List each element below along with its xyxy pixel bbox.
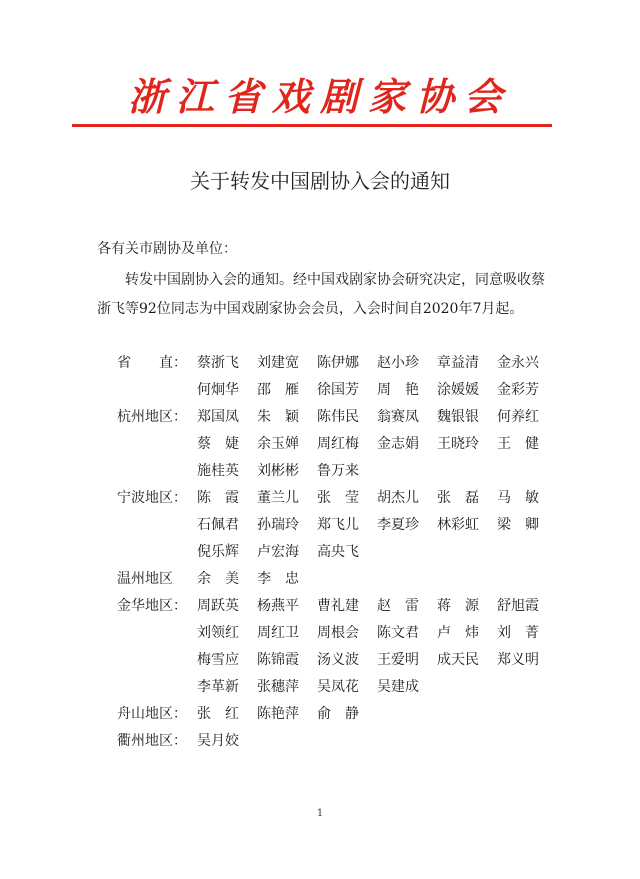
member-name: [437, 566, 497, 593]
region-label: 舟山地区：: [117, 706, 187, 722]
member-name: 徐国芳: [317, 382, 359, 398]
member-name: 张 磊: [437, 490, 479, 506]
member-name: 金永兴: [497, 355, 539, 371]
salutation: 各有关市剧协及单位：: [97, 241, 237, 257]
member-name: 周跃英: [197, 598, 239, 614]
region-label-spacer: [117, 647, 197, 674]
region-label-spacer: [117, 620, 197, 647]
region-label-spacer: [117, 377, 197, 404]
member-name: 陈锦霞: [257, 652, 299, 668]
region-label: 杭州地区：: [117, 409, 187, 425]
member-name: [437, 674, 497, 701]
region-block: [117, 404, 557, 485]
member-name: 陈 霞: [197, 490, 239, 506]
member-name: 何养红: [497, 409, 539, 425]
member-name: [377, 458, 437, 485]
member-name: 倪乐辉: [197, 544, 239, 560]
member-name: [497, 539, 557, 566]
notice-body: 转发中国剧协入会的通知。经中国戏剧家协会研究决定，同意吸收蔡浙飞等92位同志为中国戏剧家协会会员，入会时间自2020年7月起。: [97, 272, 545, 317]
member-name: 陈艳萍: [257, 706, 299, 722]
member-name: 郑义明: [497, 652, 539, 668]
letterhead-rule: [72, 124, 552, 127]
member-name: 李革新: [197, 679, 239, 695]
member-name: [497, 728, 557, 755]
member-name: 俞 静: [317, 706, 359, 722]
document-title: 关于转发中国剧协入会的通知: [190, 169, 450, 193]
region-label-spacer: [117, 539, 197, 566]
member-name: [377, 566, 437, 593]
member-name: 章益清: [437, 355, 479, 371]
member-name: 涂媛媛: [437, 382, 479, 398]
member-name: 王晓玲: [437, 436, 479, 452]
member-name: [437, 458, 497, 485]
member-name: 张穗萍: [257, 679, 299, 695]
member-name: 施桂英: [197, 463, 239, 479]
page-number: 1: [316, 808, 324, 819]
member-list: [117, 350, 557, 755]
member-name: [257, 728, 317, 755]
member-name: 张 红: [197, 706, 239, 722]
member-name: 舒旭霞: [497, 598, 539, 614]
region-label-spacer: [117, 431, 197, 458]
member-name: 刘彬彬: [257, 463, 299, 479]
member-name: [497, 701, 557, 728]
member-name: 魏银银: [437, 409, 479, 425]
member-name: 赵 雷: [377, 598, 419, 614]
member-name: [317, 728, 377, 755]
member-name: 陈伟民: [317, 409, 359, 425]
member-name: [377, 701, 437, 728]
region-label-spacer: [117, 512, 197, 539]
member-name: 赵小珍: [377, 355, 419, 371]
member-name: 董兰儿: [257, 490, 299, 506]
member-name: 卢宏海: [257, 544, 299, 560]
member-name: 余 美: [197, 571, 239, 587]
region-label: 宁波地区：: [117, 490, 187, 506]
region-block: [117, 350, 557, 404]
member-name: [437, 701, 497, 728]
member-name: 汤义波: [317, 652, 359, 668]
member-name: 刘领红: [197, 625, 239, 641]
region-label: 衢州地区：: [117, 733, 187, 749]
member-name: 鲁万来: [317, 463, 359, 479]
letterhead: 浙江省戏剧家协会: [127, 74, 512, 119]
member-name: [317, 566, 377, 593]
region-label: 温州地区: [117, 571, 173, 587]
member-name: 梅雪应: [197, 652, 239, 668]
member-name: 蒋 源: [437, 598, 479, 614]
member-name: 蔡 婕: [197, 436, 239, 452]
member-name: [377, 728, 437, 755]
member-name: 林彩虹: [437, 517, 479, 533]
member-name: [437, 539, 497, 566]
member-name: 周 艳: [377, 382, 419, 398]
member-name: [497, 674, 557, 701]
region-block: [117, 593, 557, 701]
region-label: 金华地区：: [117, 598, 187, 614]
member-name: 李夏珍: [377, 517, 419, 533]
member-name: 翁赛凤: [377, 409, 419, 425]
member-name: 蔡浙飞: [197, 355, 239, 371]
member-name: 卢 炜: [437, 625, 479, 641]
member-name: 杨燕平: [257, 598, 299, 614]
member-name: 石佩君: [197, 517, 239, 533]
member-name: 周红梅: [317, 436, 359, 452]
member-name: 马 敏: [497, 490, 539, 506]
member-name: 周根会: [317, 625, 359, 641]
member-name: 周红卫: [257, 625, 299, 641]
member-name: 李 忠: [257, 571, 299, 587]
member-name: [377, 539, 437, 566]
member-name: 高央飞: [317, 544, 359, 560]
member-name: 吴月姣: [197, 733, 239, 749]
member-name: 陈文君: [377, 625, 419, 641]
member-name: 金彩芳: [497, 382, 539, 398]
region-label: 省 直：: [117, 355, 187, 371]
member-name: 何炯华: [197, 382, 239, 398]
member-name: 邵 雁: [257, 382, 299, 398]
member-name: 王爱明: [377, 652, 419, 668]
member-name: 胡杰儿: [377, 490, 419, 506]
region-block: [117, 701, 557, 728]
member-name: 余玉婵: [257, 436, 299, 452]
member-name: 梁 卿: [497, 517, 539, 533]
member-name: 刘 菁: [497, 625, 539, 641]
member-name: 郑国凤: [197, 409, 239, 425]
member-name: 吴建成: [377, 679, 419, 695]
region-block: [117, 566, 557, 593]
member-name: 成天民: [437, 652, 479, 668]
member-name: [497, 458, 557, 485]
region-label-spacer: [117, 674, 197, 701]
member-name: 王 健: [497, 436, 539, 452]
member-name: [437, 728, 497, 755]
member-name: 金志娟: [377, 436, 419, 452]
member-name: 刘建宽: [257, 355, 299, 371]
region-block: [117, 485, 557, 566]
member-name: 朱 颖: [257, 409, 299, 425]
member-name: 孙瑞玲: [257, 517, 299, 533]
region-block: [117, 728, 557, 755]
member-name: 张 莹: [317, 490, 359, 506]
member-name: [497, 566, 557, 593]
member-name: 吴凤花: [317, 679, 359, 695]
region-label-spacer: [117, 458, 197, 485]
member-name: 郑飞儿: [317, 517, 359, 533]
member-name: 陈伊娜: [317, 355, 359, 371]
member-name: 曹礼建: [317, 598, 359, 614]
